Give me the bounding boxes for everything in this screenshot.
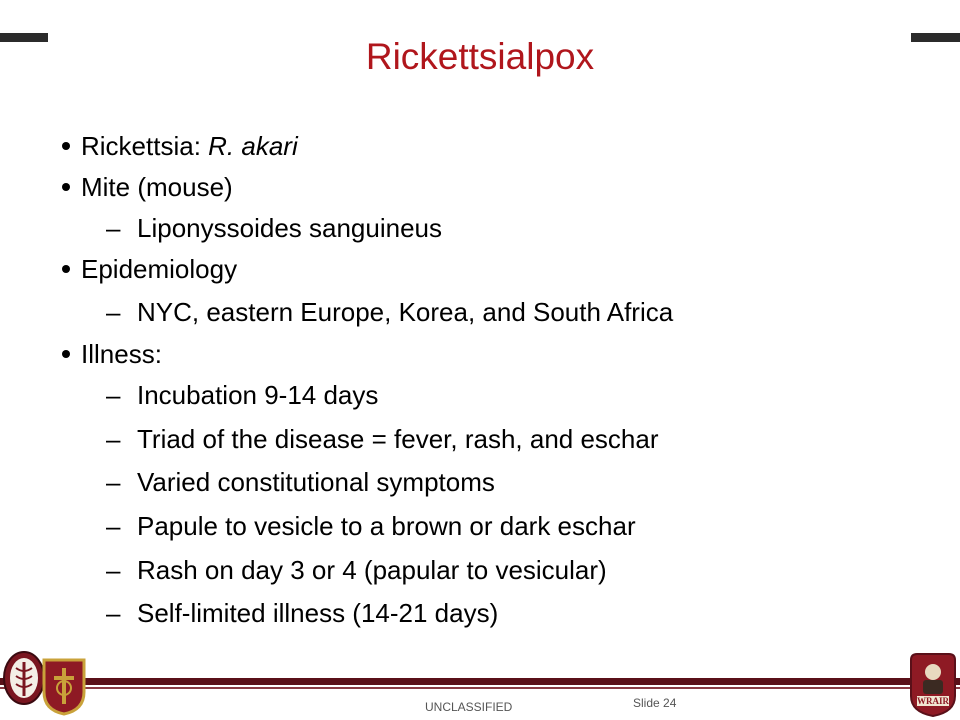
sub-bullet-text: Liponyssoides sanguineus [137, 213, 442, 243]
wrair-logo [907, 652, 959, 720]
sub-bullet-text: Self-limited illness (14-21 days) [137, 598, 499, 628]
bullet-text: Rickettsia: R. akari [81, 131, 298, 161]
dash-marker: – [106, 424, 121, 454]
dash-marker: – [106, 380, 121, 410]
svg-text:WRAIR: WRAIR [916, 696, 950, 706]
bullet-dot-icon [62, 183, 70, 191]
dash-marker: – [106, 297, 121, 327]
sub-bullet-text: Rash on day 3 or 4 (papular to vesicular) [137, 555, 607, 585]
army-medical-crest-logo [40, 656, 88, 720]
sub-bullet-text: NYC, eastern Europe, Korea, and South Africa [137, 297, 674, 327]
sub-bullet-text: Varied constitutional symptoms [137, 467, 495, 497]
footer-rule [0, 687, 960, 689]
sub-bullet-text: Incubation 9-14 days [137, 380, 379, 410]
bullet-dot-icon [62, 350, 70, 358]
bullet-text: Mite (mouse) [81, 172, 233, 202]
dash-marker: – [106, 598, 121, 628]
classification-label: UNCLASSIFIED [425, 700, 513, 714]
dash-marker: – [106, 213, 121, 243]
bullet-dot-icon [62, 142, 70, 150]
slide-title: Rickettsialpox [365, 36, 595, 77]
bullet-dot-icon [62, 265, 70, 273]
slide-number: Slide 24 [633, 696, 677, 710]
dash-marker: – [106, 555, 121, 585]
sub-bullet-text: Papule to vesicle to a brown or dark eschar [137, 511, 636, 541]
dash-marker: – [106, 467, 121, 497]
bullet-text: Illness: [81, 339, 162, 369]
sub-bullet-text: Triad of the disease = fever, rash, and eschar [137, 424, 659, 454]
bullet-text: Epidemiology [81, 254, 238, 284]
dash-marker: – [106, 511, 121, 541]
footer-band [0, 678, 960, 685]
